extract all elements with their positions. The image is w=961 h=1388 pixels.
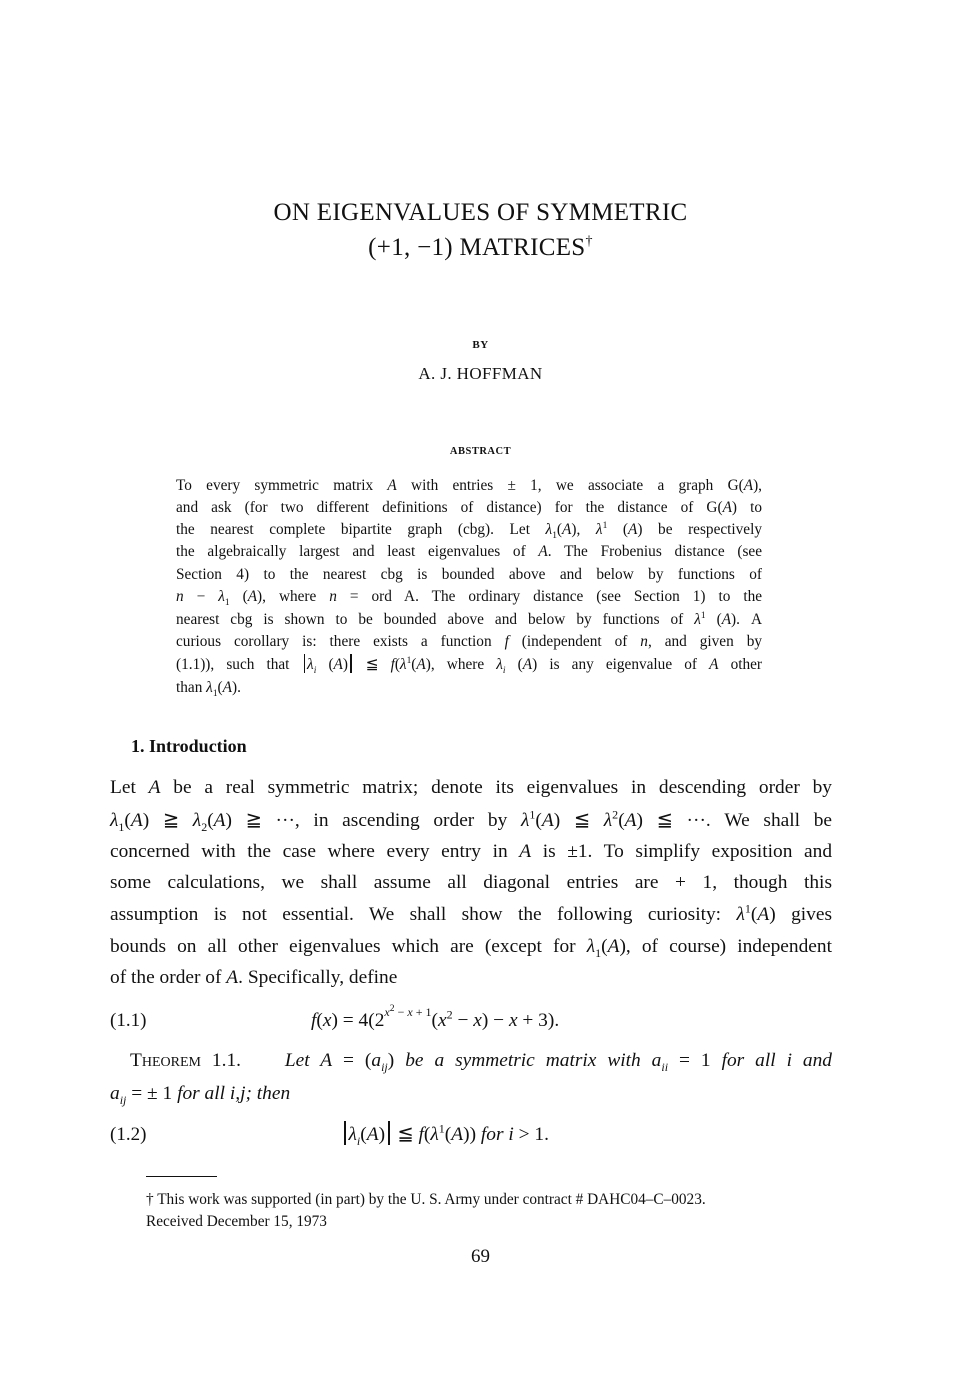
paper-title-line-1: ON EIGENVALUES OF SYMMETRIC	[273, 199, 688, 226]
equation-1-1: $f(x) = 4(2^{x^2 - x + 1}(x^2 - x) - x + 3)$.	[311, 1003, 560, 1031]
body-line: some calculations, we shall assume all diagonal entries are + 1, though this	[110, 872, 832, 893]
body-line: $\lambda_1(A)$ ≧ $\lambda_2(A)$ ≧ ···, in ascending order by $\lambda^1(A)$ ≦ $\lambda^2(A)$ ≦ ···. We shall be	[110, 807, 833, 834]
abstract-line: the nearest complete bipartite graph (cbg). Let $\lambda_1(A)$, $\lambda^1$ (A) be respectively	[176, 520, 762, 542]
body-line: assumption is not essential. We shall show the following curiosity: $\lambda^1(A)$ gives	[110, 901, 832, 925]
abstract-line: To every symmetric matrix A with entries ± 1, we associate a graph G(A),	[176, 477, 762, 494]
body-line: bounds on all other eigenvalues which are (except for $\lambda_1(A)$, of course) independent	[110, 936, 832, 960]
theorem-statement-line-2: $a_{ij}$ = ± 1 for all i,j; then	[110, 1083, 291, 1107]
body-line: concerned with the case where every entry in A is ±1. To simplify exposition and	[110, 841, 833, 862]
body-line: of the order of A. Specifically, define	[110, 967, 398, 988]
abstract-line: than $\lambda_1(A)$.	[176, 679, 241, 700]
equation-1-2: $\lambda_i(A)$ ≦ $f(\lambda^1(A))$ for i > 1.	[341, 1120, 549, 1150]
abstract-line: $n - \lambda_1$ (A), where n = ord A. The ordinary distance (see Section 1) to the	[176, 588, 763, 609]
theorem-statement-line-1: Theorem 1.1. Let $A = (a_{ij})$ be a symmetric matrix with $a_{ii} = 1$ for all i and	[130, 1050, 832, 1074]
abstract-line: nearest cbg is shown to be bounded above and below by functions of $\lambda^1$ (A). A	[176, 610, 762, 628]
abstract-heading: ABSTRACT	[449, 446, 512, 457]
abstract-line: Section 4) to the nearest cbg is bounded above and below by functions of	[176, 566, 762, 583]
body-line: Let A be a real symmetric matrix; denote its eigenvalues in descending order by	[110, 777, 832, 798]
abstract-line: and ask (for two different definitions of distance) for the distance of G(A) to	[176, 499, 762, 516]
byline-by: BY	[472, 339, 489, 351]
equation-number-1-1: (1.1)	[110, 1010, 147, 1031]
author-name: A. J. HOFFMAN	[418, 364, 543, 383]
abstract-line: the algebraically largest and least eigenvalues of A. The Frobenius distance (see	[176, 543, 762, 560]
equation-number-1-2: (1.2)	[110, 1124, 147, 1145]
paper-title-matrices: (+1, −1) MATRICES	[368, 234, 586, 261]
page-number: 69	[471, 1246, 490, 1267]
paper-title-line-2	[0, 234, 961, 262]
title-dagger-mark: †	[585, 234, 593, 249]
section-heading: 1. Introduction	[131, 736, 247, 756]
footnote-support: † This work was supported (in part) by the U. S. Army under contract # DAHC04–C–0023.	[146, 1191, 706, 1208]
footnote-divider	[146, 1176, 217, 1177]
footnote-received: Received December 15, 1973	[146, 1213, 327, 1230]
abstract-line: (1.1)), such that $\lambda_i$ (A) ≦ $f(\lambda^1(A)$, where $\lambda_i$ (A) is any eigenvalue of A other	[176, 655, 762, 677]
abstract-line: curious corollary is: there exists a function f (independent of n, and given by	[176, 633, 762, 650]
